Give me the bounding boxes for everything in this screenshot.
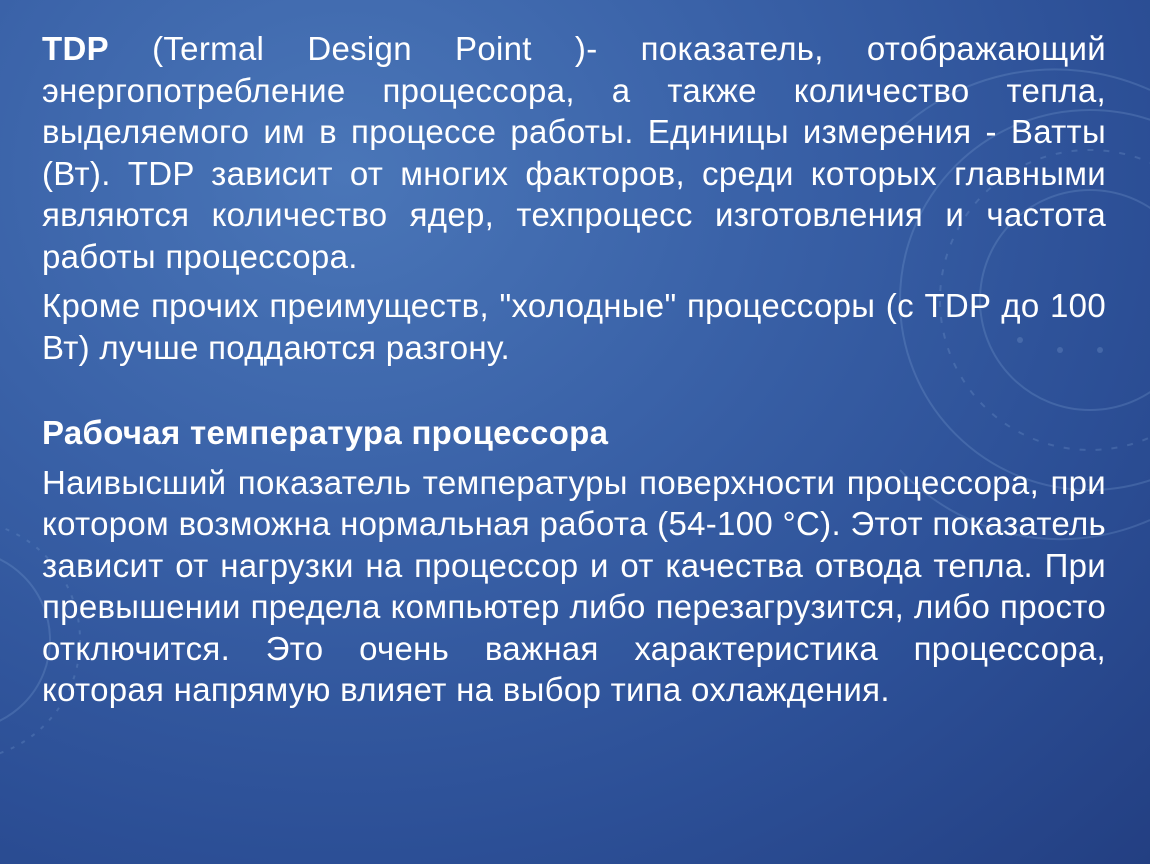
- section-heading: Рабочая температура процессора: [42, 414, 609, 451]
- tdp-description: (Termal Design Point )- показатель, отображающий энергопотребление процессора, а также количество тепла, выделяемого им в процессе работы. Единицы измерения - Ватты (Вт). TDP зависит от многих факторов, среди которых главными являются количество ядер, техпроцесс изготовления и частота работы процессора.: [42, 30, 1106, 275]
- overclock-paragraph: Кроме прочих преимуществ, "холодные" процессоры (с TDP до 100 Вт) лучше поддаются разгону.: [42, 287, 1106, 366]
- tdp-paragraph: [42, 28, 1106, 277]
- slide-content: [42, 28, 1106, 711]
- tdp-term: TDP: [42, 30, 109, 67]
- temperature-paragraph: Наивысший показатель температуры поверхности процессора, при котором возможна нормальная работа (54-100 °С). Этот показатель зависит от нагрузки на процессор и от качества отвода тепла. При превышении предела компьютер либо перезагрузится, либо просто отключится. Это очень важная характеристика процессора, которая напрямую влияет на выбор типа охлаждения.: [42, 463, 1106, 708]
